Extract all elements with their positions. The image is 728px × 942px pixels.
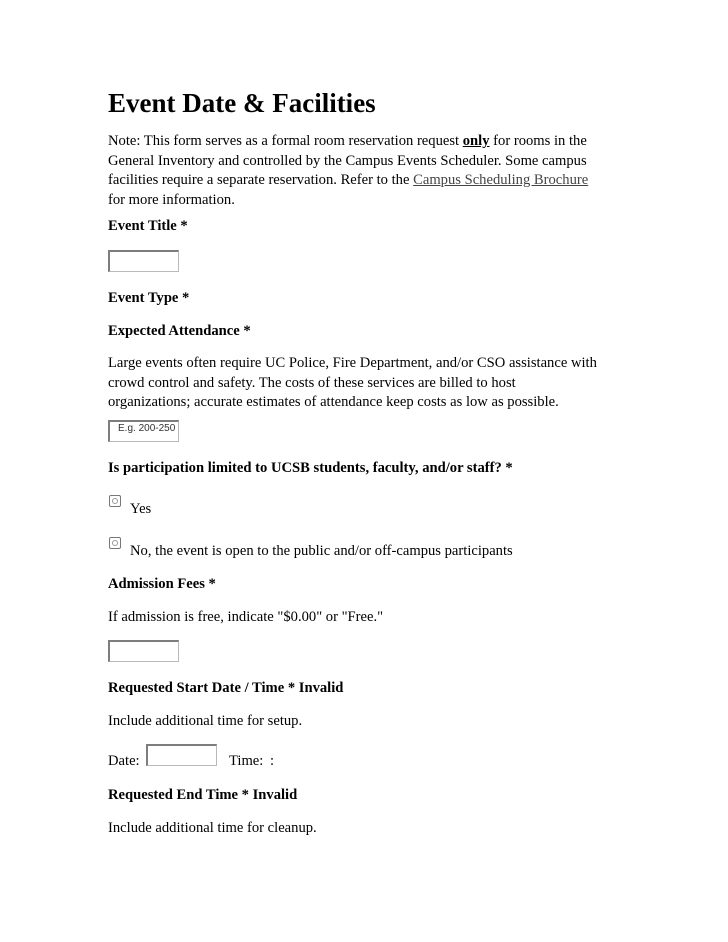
- participation-label: Is participation limited to UCSB students, faculty, and/or staff? *: [108, 460, 513, 476]
- event-title-label: Event Title *: [108, 218, 188, 234]
- start-datetime-label: Requested Start Date / Time * Invalid: [108, 680, 344, 696]
- expected-attendance-label: Expected Attendance *: [108, 323, 251, 339]
- participation-no-radio[interactable]: [109, 537, 121, 549]
- end-time-label: Requested End Time * Invalid: [108, 787, 298, 803]
- participation-yes-radio[interactable]: [109, 495, 121, 507]
- event-type-label: Event Type *: [108, 290, 190, 306]
- page-title: Event Date & Facilities: [108, 88, 376, 118]
- note-text-1: Note: This form serves as a formal room reservation request: [108, 133, 463, 149]
- participation-no-label: No, the event is open to the public and/or off-campus participants: [130, 543, 513, 559]
- end-help-text: Include additional time for cleanup.: [108, 820, 317, 836]
- start-time-separator: :: [270, 753, 275, 769]
- start-date-input[interactable]: [146, 744, 217, 766]
- start-date-label: Date:: [108, 753, 140, 769]
- attendance-placeholder: E.g. 200-250: [118, 423, 176, 434]
- admission-fees-input[interactable]: [108, 640, 179, 662]
- admission-fees-help: If admission is free, indicate "$0.00" or "Free.": [108, 609, 384, 625]
- form-note: [108, 132, 608, 210]
- note-text-3: for more information.: [108, 191, 235, 208]
- admission-fees-label: Admission Fees *: [108, 576, 216, 592]
- start-time-label: Time:: [229, 753, 264, 769]
- attendance-help-text: Large events often require UC Police, Fire Department, and/or CSO assistance with crowd control and safety. The costs of these services are billed to host organizations; accurate estimates of attendance keep costs as low as possible.: [108, 355, 597, 410]
- note-emphasis: only: [462, 133, 490, 149]
- start-help-text: Include additional time for setup.: [108, 713, 303, 729]
- attendance-input[interactable]: [108, 420, 179, 442]
- participation-yes-label: Yes: [130, 501, 152, 517]
- event-title-input[interactable]: [108, 250, 179, 272]
- note-text-2: for rooms in the General Inventory and controlled by the Campus Events Scheduler. Some campus facilities require a separate reservation. Refer to the: [108, 133, 587, 188]
- campus-scheduling-brochure-link[interactable]: Campus Scheduling Brochure: [413, 172, 589, 188]
